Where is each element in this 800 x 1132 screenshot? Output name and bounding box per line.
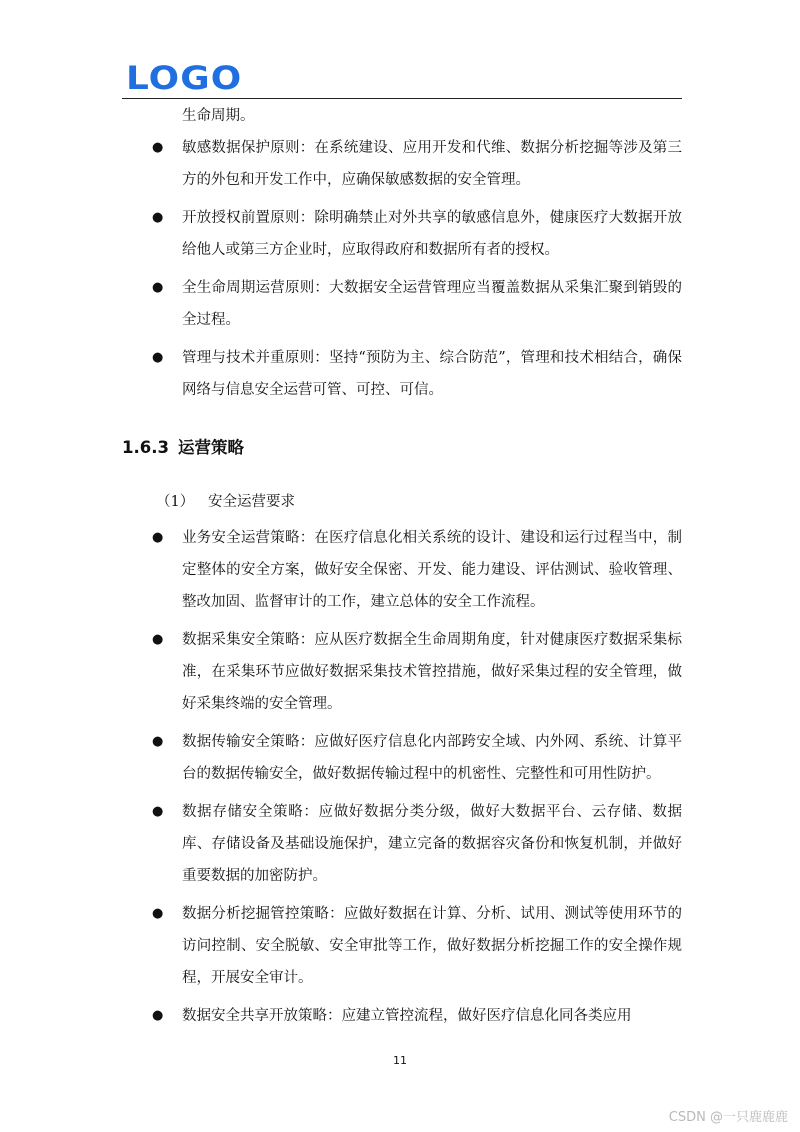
- section-title: 运营策略: [178, 438, 244, 457]
- list-item: [122, 1000, 682, 1032]
- bullet-icon: ●: [152, 210, 164, 225]
- list-item-text: 管理与技术并重原则：坚持“预防为主、综合防范”，管理和技术相结合，确保网络与信息安全运营可管、可控、可信。: [182, 350, 682, 398]
- bullet-icon: ●: [152, 530, 164, 545]
- list-item-text: 数据采集安全策略：应从医疗数据全生命周期角度，针对健康医疗数据采集标准，在采集环节应做好数据采集技术管控措施，做好采集过程的安全管理，做好采集终端的安全管理。: [182, 632, 682, 712]
- list-item: [122, 796, 682, 892]
- list-item: [122, 726, 682, 790]
- bullet-icon: ●: [152, 280, 164, 295]
- watermark: CSDN @一只鹿鹿鹿: [668, 1110, 788, 1125]
- strategies-list: [122, 522, 682, 1032]
- list-item: [122, 624, 682, 720]
- section-heading: [122, 428, 682, 468]
- bullet-icon: ●: [152, 350, 164, 365]
- list-item: [122, 898, 682, 994]
- list-item-text: 数据安全共享开放策略：应建立管控流程，做好医疗信息化同各类应用: [182, 1008, 632, 1024]
- subsection-title: 安全运营要求: [208, 494, 295, 510]
- bullet-icon: ●: [152, 140, 164, 155]
- subsection-number: （1）: [156, 494, 195, 510]
- page-number: 11: [393, 1054, 407, 1067]
- bullet-icon: ●: [152, 734, 164, 749]
- list-item: [122, 272, 682, 336]
- logo: LOGO: [126, 59, 243, 97]
- subsection-heading: [122, 486, 682, 518]
- list-item-text: 数据传输安全策略：应做好医疗信息化内部跨安全域、内外网、系统、计算平台的数据传输安全，做好数据传输过程中的机密性、完整性和可用性防护。: [182, 734, 682, 782]
- list-item-text: 数据分析挖掘管控策略：应做好数据在计算、分析、试用、测试等使用环节的访问控制、安全脱敏、安全审批等工作，做好数据分析挖掘工作的安全操作规程，开展安全审计。: [182, 906, 682, 986]
- list-item: [122, 342, 682, 406]
- bullet-icon: ●: [152, 804, 164, 819]
- list-item-text: 数据存储安全策略：应做好数据分类分级，做好大数据平台、云存储、数据库、存储设备及基础设施保护，建立完备的数据容灾备份和恢复机制，并做好重要数据的加密防护。: [182, 804, 682, 884]
- principles-list: [122, 132, 682, 406]
- bullet-icon: ●: [152, 632, 164, 647]
- section-number: 1.6.3: [122, 438, 169, 457]
- list-item-text: 全生命周期运营原则：大数据安全运营管理应当覆盖数据从采集汇聚到销毁的全过程。: [182, 280, 682, 328]
- bullet-icon: ●: [152, 906, 164, 921]
- list-item: [122, 132, 682, 196]
- list-item-text: 开放授权前置原则：除明确禁止对外共享的敏感信息外，健康医疗大数据开放给他人或第三方企业时，应取得政府和数据所有者的授权。: [182, 210, 682, 258]
- intro-continuation: 生命周期。: [182, 108, 255, 124]
- list-item: [122, 202, 682, 266]
- bullet-icon: ●: [152, 1008, 164, 1023]
- header-rule: [122, 98, 682, 99]
- list-item-text: 业务安全运营策略：在医疗信息化相关系统的设计、建设和运行过程当中，制定整体的安全方案，做好安全保密、开发、能力建设、评估测试、验收管理、整改加固、监督审计的工作，建立总体的安全工作流程。: [182, 530, 682, 610]
- list-item-text: 敏感数据保护原则：在系统建设、应用开发和代维、数据分析挖掘等涉及第三方的外包和开发工作中，应确保敏感数据的安全管理。: [182, 140, 682, 188]
- list-item: [122, 522, 682, 618]
- document-body: [122, 100, 682, 1038]
